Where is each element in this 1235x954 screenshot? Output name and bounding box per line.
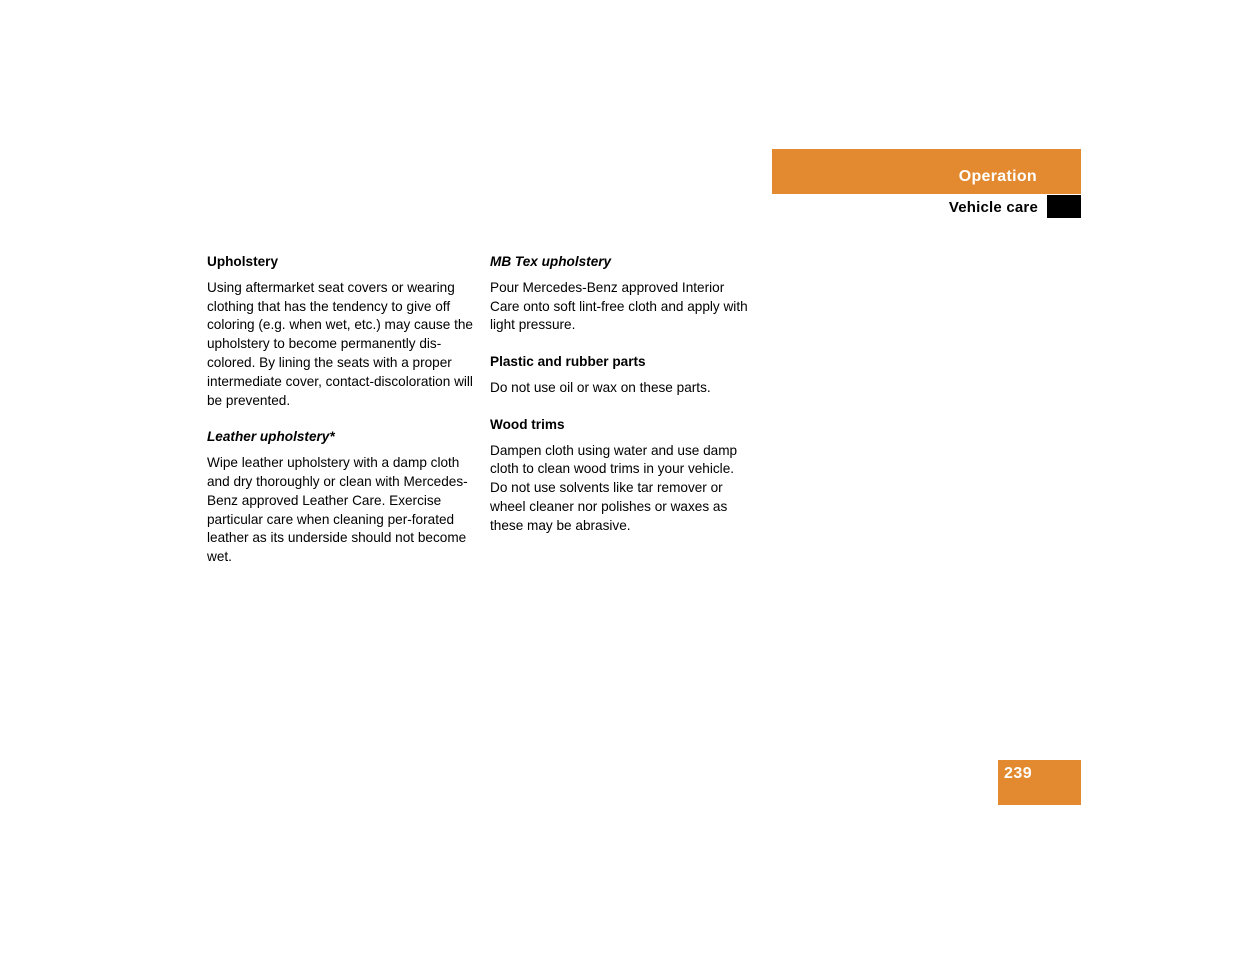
leather-upholstery-heading: Leather upholstery* — [207, 429, 335, 445]
mbtex-upholstery-text: Pour Mercedes-Benz approved Interior Care onto soft lint-free cloth and apply with light pressure. — [490, 279, 748, 333]
page-number: 239 — [1004, 765, 1033, 782]
left-column — [207, 253, 479, 585]
right-column — [490, 253, 755, 554]
page-number-box — [998, 760, 1081, 805]
upholstery-heading: Upholstery — [207, 254, 279, 269]
plastic-rubber-heading: Plastic and rubber parts — [490, 354, 646, 370]
mbtex-upholstery-heading: MB Tex upholstery — [490, 254, 612, 269]
wood-trims-text: Dampen cloth using water and use damp cloth to clean wood trims in your vehicle. Do not use solvents like tar remover or wheel cleaner nor polishes or waxes as these may be abrasive. — [490, 442, 738, 533]
plastic-rubber-text: Do not use oil or wax on these parts. — [490, 379, 711, 395]
wood-trims-heading: Wood trims — [490, 416, 565, 432]
section-tab-marker — [1047, 195, 1081, 218]
upholstery-text: Using aftermarket seat covers or wearing clothing that has the tendency to give off coloring (e.g. when wet, etc.) may cause the upholstery to become permanently dis-colored. By lining the seats with a proper intermediate cover, contact-discoloration will be prevented. — [207, 279, 473, 408]
section-title: Operation — [958, 168, 1037, 185]
subsection-title: Vehicle care — [948, 199, 1038, 216]
leather-upholstery-text: Wipe leather upholstery with a damp cloth and dry thoroughly or clean with Mercedes-Benz approved Leather Care. Exercise particular care when cleaning per-forated leather as its underside should not become wet. — [207, 455, 468, 565]
section-header-band — [772, 149, 1081, 194]
